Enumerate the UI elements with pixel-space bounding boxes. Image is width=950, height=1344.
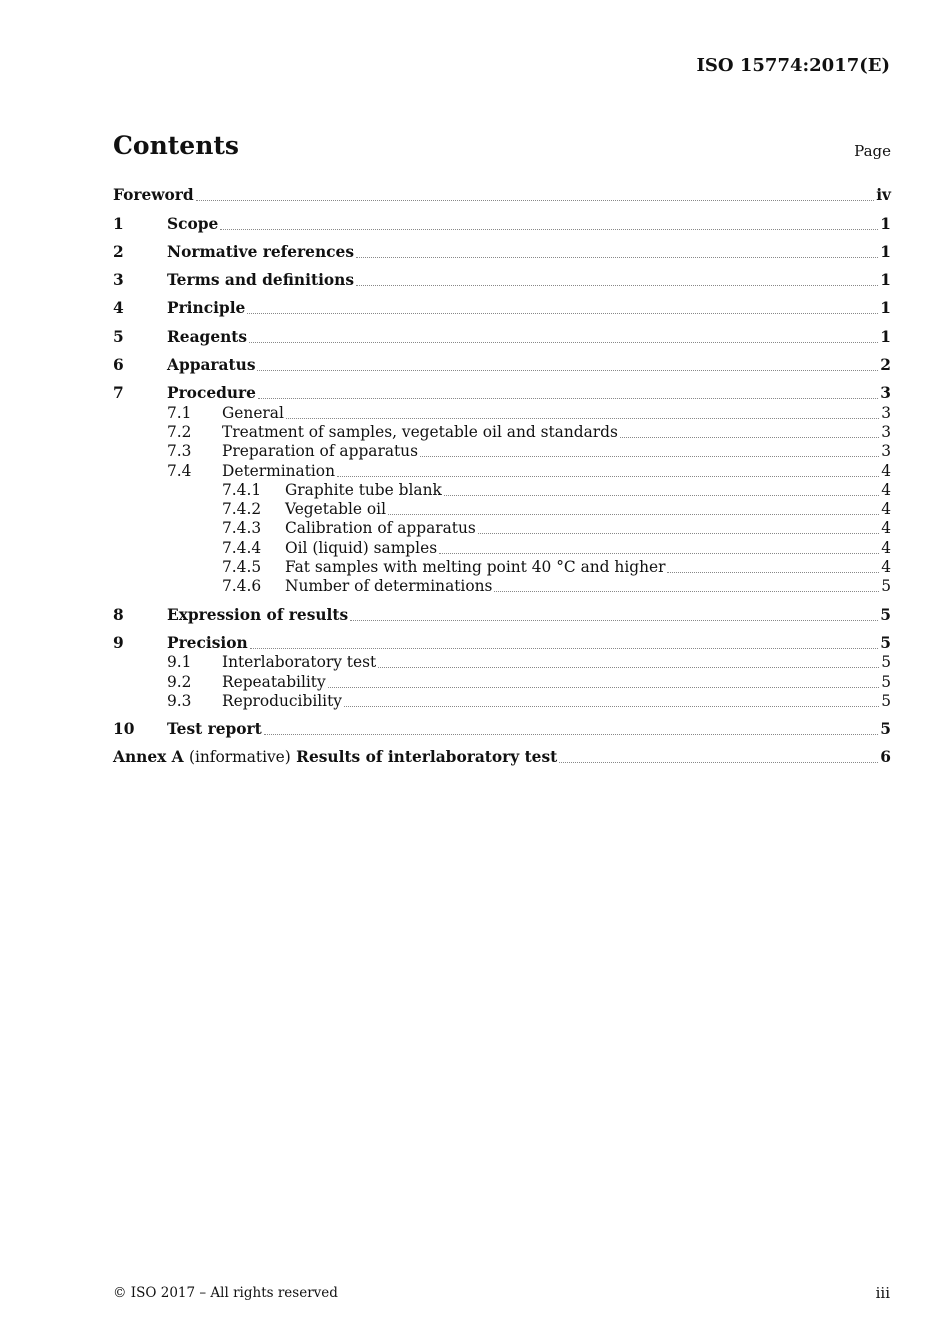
toc-entry-vegetable-oil[interactable] xyxy=(113,499,891,518)
toc-page: 5 xyxy=(881,691,891,710)
toc-label: Oil (liquid) samples xyxy=(285,538,438,557)
dot-leader xyxy=(264,734,879,735)
toc-entry-calibration-of-apparatus[interactable] xyxy=(113,518,891,537)
toc-page: 5 xyxy=(881,653,891,672)
toc-page: 5 xyxy=(881,672,891,691)
toc-entry-precision[interactable] xyxy=(113,633,891,652)
toc-entry-normative-references[interactable] xyxy=(113,242,891,261)
toc-label: Interlaboratory test xyxy=(222,653,377,672)
toc-entry-general[interactable] xyxy=(113,402,891,421)
toc-page: 4 xyxy=(881,519,891,538)
contents-title: Contents xyxy=(113,131,240,160)
toc-label: Terms and definitions xyxy=(167,271,355,290)
toc-label: Vegetable oil xyxy=(285,500,387,519)
toc-page: 1 xyxy=(880,327,891,346)
toc-page: 2 xyxy=(880,356,891,375)
toc-number: 3 xyxy=(113,271,124,290)
dot-leader xyxy=(388,514,879,515)
footer-copyright: © ISO 2017 – All rights reserved xyxy=(113,1285,338,1301)
annex-title: Results of interlaboratory test xyxy=(296,748,558,767)
dot-leader xyxy=(378,667,879,668)
toc-number: 8 xyxy=(113,605,124,624)
toc-entry-apparatus[interactable] xyxy=(113,355,891,374)
toc-entry-expression-of-results[interactable] xyxy=(113,604,891,623)
toc-number: 7.1 xyxy=(167,403,192,422)
toc-label: Treatment of samples, vegetable oil and standards xyxy=(222,422,618,441)
dot-leader xyxy=(439,553,879,554)
toc-label: Fat samples with melting point 40 °C and higher xyxy=(285,558,666,577)
toc-entry-procedure[interactable] xyxy=(113,383,891,402)
annex-prefix: Annex A xyxy=(113,748,184,767)
toc-entry-graphite-tube-blank[interactable] xyxy=(113,480,891,499)
page-column-label: Page xyxy=(854,142,891,160)
toc-label: Calibration of apparatus xyxy=(285,519,476,538)
dot-leader xyxy=(356,257,878,258)
toc-label: Expression of results xyxy=(167,605,349,624)
toc-number: 10 xyxy=(113,720,135,739)
footer-page-number: iii xyxy=(875,1284,890,1302)
toc-label: Foreword xyxy=(113,186,194,205)
toc-page: 4 xyxy=(881,480,891,499)
toc-entry-repeatability[interactable] xyxy=(113,671,891,690)
toc-page: 4 xyxy=(881,461,891,480)
toc-number: 7.4.4 xyxy=(222,538,262,557)
toc-page: 1 xyxy=(880,214,891,233)
toc-entry-oil-liquid-samples[interactable] xyxy=(113,537,891,556)
dot-leader xyxy=(257,370,878,371)
toc-page: 3 xyxy=(881,422,891,441)
toc-number: 7.4 xyxy=(167,461,192,480)
toc-entry-test-report[interactable] xyxy=(113,719,891,738)
toc-number: 7.4.3 xyxy=(222,519,262,538)
dot-leader xyxy=(667,572,879,573)
toc-number: 4 xyxy=(113,299,124,318)
toc-entry-scope[interactable] xyxy=(113,213,891,232)
dot-leader xyxy=(344,706,879,707)
toc-number: 6 xyxy=(113,356,124,375)
dot-leader xyxy=(494,591,879,592)
annex-note: (informative) xyxy=(188,748,291,767)
toc-entry-fat-samples[interactable] xyxy=(113,557,891,576)
toc-entry-treatment-of-samples[interactable] xyxy=(113,422,891,441)
toc-page: 1 xyxy=(880,271,891,290)
toc-entry-determination[interactable] xyxy=(113,460,891,479)
toc-entry-interlaboratory-test[interactable] xyxy=(113,652,891,671)
toc-number: 9.3 xyxy=(167,691,192,710)
toc-label: Test report xyxy=(167,720,262,739)
toc-page: 1 xyxy=(880,242,891,261)
toc-label: Determination xyxy=(222,461,335,480)
toc-entry-foreword[interactable] xyxy=(113,185,891,204)
toc-page: 3 xyxy=(881,442,891,461)
toc-page: 4 xyxy=(881,558,891,577)
toc-label: Normative references xyxy=(167,242,354,261)
toc-number: 5 xyxy=(113,327,124,346)
document-id: ISO 15774:2017(E) xyxy=(696,55,890,76)
toc-page: iv xyxy=(876,186,891,205)
toc-entry-annex-a[interactable] xyxy=(113,747,891,766)
toc-label: Reagents xyxy=(167,327,248,346)
toc-label: General xyxy=(222,403,284,422)
toc-number: 7.4.1 xyxy=(222,480,262,499)
toc-page: 3 xyxy=(880,384,891,403)
dot-leader xyxy=(196,200,875,201)
dot-leader xyxy=(258,398,878,399)
toc-entry-reproducibility[interactable] xyxy=(113,691,891,710)
toc-label: Principle xyxy=(167,299,246,318)
toc-number: 7.2 xyxy=(167,422,192,441)
toc-label: Repeatability xyxy=(222,672,326,691)
toc-page: 6 xyxy=(880,748,891,767)
toc-number: 9 xyxy=(113,633,124,652)
dot-leader xyxy=(559,762,878,763)
toc-number: 1 xyxy=(113,214,124,233)
toc-page: 5 xyxy=(880,720,891,739)
toc-number: 7.4.2 xyxy=(222,500,262,519)
toc-label: Reproducibility xyxy=(222,691,342,710)
dot-leader xyxy=(249,342,878,343)
toc-page: 5 xyxy=(880,605,891,624)
toc-page: 3 xyxy=(881,403,891,422)
toc-label: Graphite tube blank xyxy=(285,480,442,499)
toc-number: 7.4.6 xyxy=(222,577,262,596)
dot-leader xyxy=(328,687,880,688)
toc-number: 7 xyxy=(113,384,124,403)
toc-label: Scope xyxy=(167,214,219,233)
toc-page: 5 xyxy=(881,577,891,596)
toc-entry-terms-and-definitions[interactable] xyxy=(113,270,891,289)
dot-leader xyxy=(478,533,879,534)
dot-leader xyxy=(220,229,878,230)
toc-page: 4 xyxy=(881,538,891,557)
dot-leader xyxy=(337,476,879,477)
toc-page: 4 xyxy=(881,500,891,519)
table-of-contents xyxy=(113,185,891,766)
toc-entry-preparation-of-apparatus[interactable] xyxy=(113,441,891,460)
dot-leader xyxy=(350,620,878,621)
toc-label: Preparation of apparatus xyxy=(222,442,418,461)
dot-leader xyxy=(250,648,879,649)
dot-leader xyxy=(444,495,879,496)
toc-entry-principle[interactable] xyxy=(113,298,891,317)
toc-entry-reagents[interactable] xyxy=(113,326,891,345)
toc-label: Precision xyxy=(167,633,248,652)
toc-label: Procedure xyxy=(167,384,256,403)
toc-number: 7.4.5 xyxy=(222,558,262,577)
dot-leader xyxy=(286,418,879,419)
dot-leader xyxy=(356,285,878,286)
toc-label: Apparatus xyxy=(167,356,256,375)
dot-leader xyxy=(620,437,879,438)
toc-number: 9.2 xyxy=(167,672,192,691)
toc-entry-number-of-determinations[interactable] xyxy=(113,576,891,595)
toc-number: 7.3 xyxy=(167,442,192,461)
toc-number: 9.1 xyxy=(167,653,192,672)
toc-page: 5 xyxy=(880,633,891,652)
toc-label xyxy=(113,749,557,766)
toc-number: 2 xyxy=(113,242,124,261)
toc-page: 1 xyxy=(880,299,891,318)
toc-label: Number of determinations xyxy=(285,577,493,596)
dot-leader xyxy=(247,313,878,314)
dot-leader xyxy=(420,456,879,457)
